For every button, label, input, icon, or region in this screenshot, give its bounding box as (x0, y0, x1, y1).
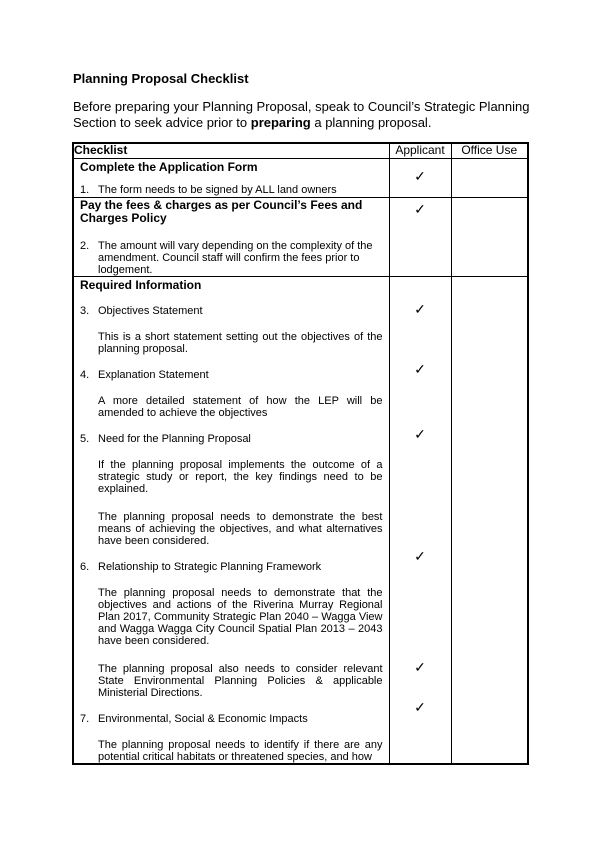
check-mark-icon: ✓ (414, 699, 426, 715)
applicant-cell (389, 198, 451, 277)
item-text: Objectives Statement (98, 305, 203, 317)
office-use-cell (451, 277, 528, 765)
table-row (73, 277, 528, 765)
section-title: Complete the Application Form (80, 160, 258, 174)
table-header-row (73, 143, 528, 159)
intro-text-before: Before preparing your Planning Proposal, speak to Council’s Strategic Planning Section to seek advice prior to (73, 99, 530, 130)
item-text: Environmental, Social & Economic Impacts (98, 713, 308, 725)
item-number: 1. (80, 184, 90, 196)
item-text: Explanation Statement (98, 369, 209, 381)
check-mark-icon: ✓ (414, 426, 426, 442)
item-number: 3. (80, 305, 90, 317)
check-mark-icon: ✓ (414, 201, 426, 217)
office-use-cell (451, 198, 528, 277)
list-item (74, 369, 389, 381)
item-number: 7. (80, 713, 90, 725)
header-applicant: Applicant (389, 143, 451, 159)
list-item (74, 433, 389, 445)
intro-text-after: a planning proposal. (310, 115, 432, 130)
check-mark-icon: ✓ (414, 548, 426, 564)
office-use-cell (451, 159, 528, 198)
section-cell (73, 277, 389, 765)
item-text: Need for the Planning Proposal (98, 433, 251, 445)
list-item (74, 184, 389, 196)
table-row (73, 198, 528, 277)
checklist-table (72, 142, 529, 765)
intro-text-bold: preparing (250, 115, 311, 130)
section-title: Pay the fees & charges as per Council’s Fees and Charges Policy (80, 198, 363, 225)
applicant-cell (389, 159, 451, 198)
table-row (73, 159, 528, 198)
list-item (74, 305, 389, 317)
item-description: The planning proposal needs to demonstrate the best means of achieving the objectives, and what alternatives have been considered. (98, 511, 383, 547)
item-text: The form needs to be signed by ALL land owners (98, 184, 337, 196)
item-text: Relationship to Strategic Planning Framework (98, 561, 322, 573)
list-item (74, 240, 389, 276)
section-cell (73, 198, 389, 277)
item-description: A more detailed statement of how the LEP will be amended to achieve the objectives (98, 395, 383, 419)
check-mark-icon: ✓ (414, 301, 426, 317)
check-mark-icon: ✓ (414, 168, 426, 184)
item-text: The amount will vary depending on the complexity of the amendment. Council staff will confirm the fees prior to lodgement. (98, 240, 373, 276)
intro-paragraph (73, 99, 533, 131)
check-mark-icon: ✓ (414, 659, 426, 675)
item-description: The planning proposal needs to identify if there are any potential critical habitats or threatened species, and how (98, 739, 383, 763)
item-number: 2. (80, 240, 90, 252)
item-description: This is a short statement setting out the objectives of the planning proposal. (98, 331, 383, 355)
section-cell (73, 159, 389, 198)
item-number: 6. (80, 561, 90, 573)
item-number: 5. (80, 433, 90, 445)
item-description: If the planning proposal implements the outcome of a strategic study or report, the key findings need to be explained. (98, 459, 383, 495)
header-checklist: Checklist (73, 143, 389, 159)
check-mark-icon: ✓ (414, 361, 426, 377)
section-title: Required Information (80, 278, 202, 292)
item-number: 4. (80, 369, 90, 381)
header-office-use: Office Use (451, 143, 528, 159)
list-item (74, 713, 389, 725)
page-title: Planning Proposal Checklist (73, 71, 249, 86)
list-item (74, 561, 389, 573)
applicant-cell (389, 277, 451, 765)
item-description: The planning proposal needs to demonstrate that the objectives and actions of the Riverina Murray Regional Plan 2017, Community Strategic Plan 2040 – Wagga View and Wagga Wagga City Council Spatial Plan 2013 – 2043 have been considered. (98, 587, 383, 647)
item-description: The planning proposal also needs to consider relevant State Environmental Planning Policies & applicable Ministerial Directions. (98, 663, 383, 699)
